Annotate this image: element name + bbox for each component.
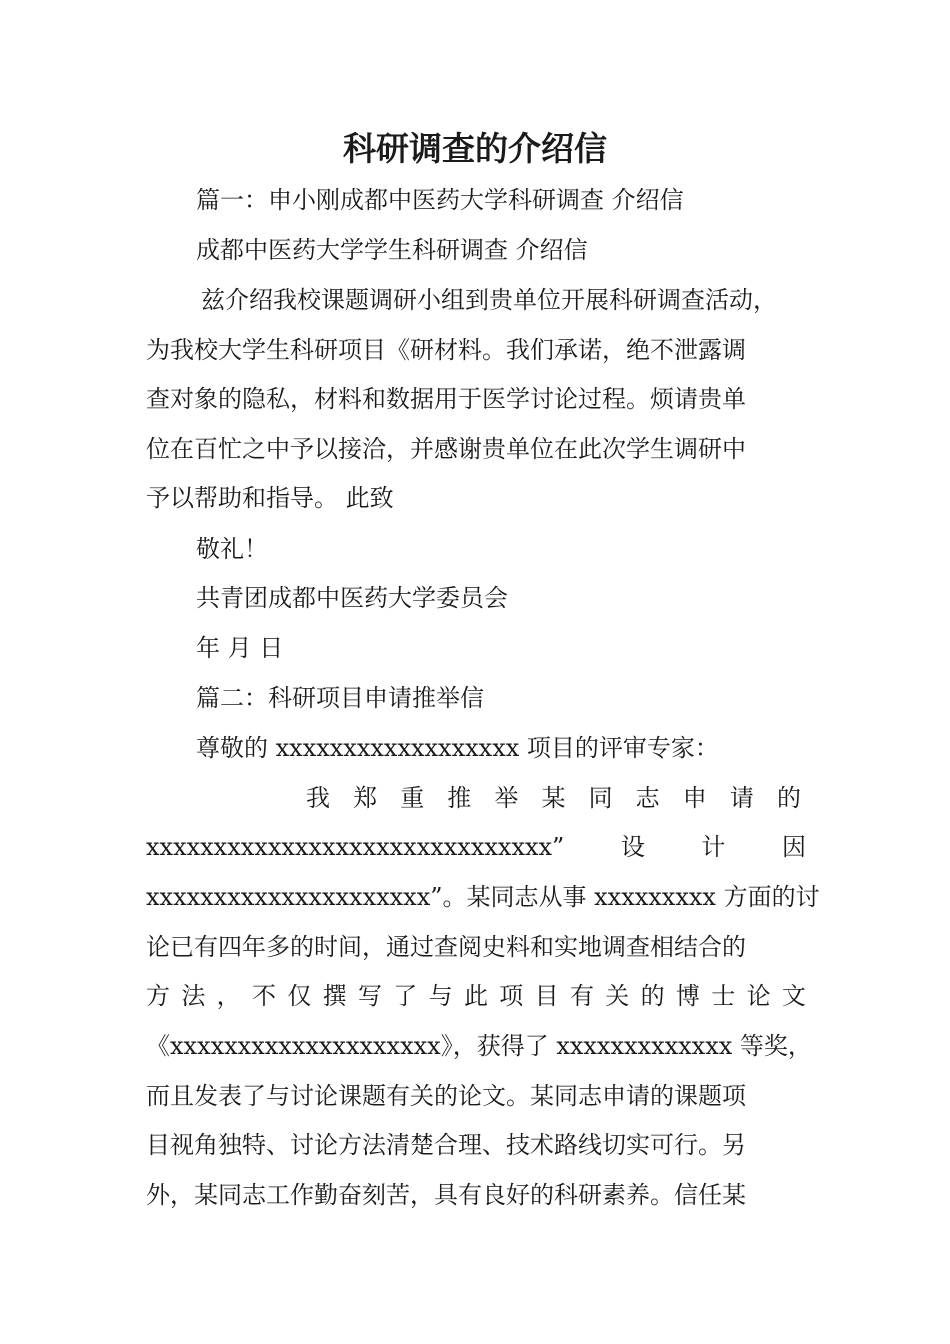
p2-char: 推 — [447, 784, 472, 812]
p2-char: 士 — [711, 982, 736, 1010]
p2-char: 请 — [729, 784, 754, 812]
p2-char: 的 — [776, 784, 801, 812]
p2-char: 与 — [428, 982, 453, 1010]
p2-char: 郑 — [353, 784, 378, 812]
p1-line-5: 予以帮助和指导。 此致 — [146, 484, 394, 512]
p2-part: 计 — [701, 833, 726, 861]
p2-char: 写 — [357, 982, 382, 1010]
section2-heading: 篇二：科研项目申请推举信 — [196, 684, 484, 712]
p2-char: 项 — [499, 982, 524, 1010]
p2-line-6: 《xxxxxxxxxxxxxxxxxxxx》，获得了 xxxxxxxxxxxxx 等奖， — [146, 1032, 812, 1060]
p2-char: ， — [216, 982, 241, 1010]
section1-heading: 篇一：申小刚成都中医药大学科研调查 介绍信 — [196, 186, 684, 214]
p2-char: 此 — [463, 982, 488, 1010]
p2-char: 某 — [541, 784, 566, 812]
p2-line-9: 外，某同志工作勤奋刻苦，具有良好的科研素养。信任某 — [146, 1181, 746, 1209]
signer: 共青团成都中医药大学委员会 — [196, 584, 508, 612]
p2-part: 因 — [781, 833, 806, 861]
p2-char: 的 — [640, 982, 665, 1010]
p2-char: 仅 — [287, 982, 312, 1010]
p2-line-3: xxxxxxxxxxxxxxxxxxxxx”。某同志从事 xxxxxxxxx 方面的讨 — [146, 883, 820, 911]
p2-line-5 — [146, 979, 806, 1013]
p1-line-3: 查对象的隐私，材料和数据用于医学讨论过程。烦请贵单 — [146, 385, 746, 413]
p2-char: 申 — [682, 784, 707, 812]
p2-char: 重 — [400, 784, 425, 812]
p2-line-4: 论已有四年多的时间，通过查阅史料和实地调查相结合的 — [146, 933, 746, 961]
greeting: 尊敬的 xxxxxxxxxxxxxxxxxx 项目的评审专家： — [196, 734, 719, 762]
p2-char: 目 — [534, 982, 559, 1010]
salutation: 敬礼！ — [196, 535, 268, 563]
p2-char: 法 — [181, 982, 206, 1010]
p2-line-1 — [306, 781, 801, 815]
p2-char: 论 — [746, 982, 771, 1010]
p2-part: xxxxxxxxxxxxxxxxxxxxxxxxxxxxxx” — [146, 833, 565, 861]
p2-char: 博 — [675, 982, 700, 1010]
p2-char: 关 — [605, 982, 630, 1010]
date-line: 年 月 日 — [196, 634, 284, 662]
p2-part: 设 — [620, 833, 645, 861]
p2-line-2 — [146, 830, 806, 864]
p1-line-2: 为我校大学生科研项目《研材料。我们承诺，绝不泄露调 — [146, 336, 746, 364]
p2-char: 我 — [306, 784, 330, 812]
p2-line-8: 目视角独特、讨论方法清楚合理、技术路线切实可行。另 — [146, 1131, 746, 1159]
subheading: 成都中医药大学学生科研调查 介绍信 — [196, 236, 588, 264]
p2-char: 同 — [588, 784, 613, 812]
p2-char: 有 — [569, 982, 594, 1010]
p2-char: 举 — [494, 784, 519, 812]
document-title: 科研调查的介绍信 — [343, 129, 607, 168]
p2-char: 方 — [146, 982, 170, 1010]
p2-char: 文 — [781, 982, 806, 1010]
p2-char: 志 — [635, 784, 660, 812]
p2-char: 不 — [251, 982, 276, 1010]
p1-line-4: 位在百忙之中予以接洽，并感谢贵单位在此次学生调研中 — [146, 435, 746, 463]
p2-char: 了 — [393, 982, 418, 1010]
p1-line-1: 兹介绍我校课题调研小组到贵单位开展科研调查活动， — [201, 286, 777, 314]
p2-char: 撰 — [322, 982, 347, 1010]
p2-line-7: 而且发表了与讨论课题有关的论文。某同志申请的课题项 — [146, 1082, 746, 1110]
